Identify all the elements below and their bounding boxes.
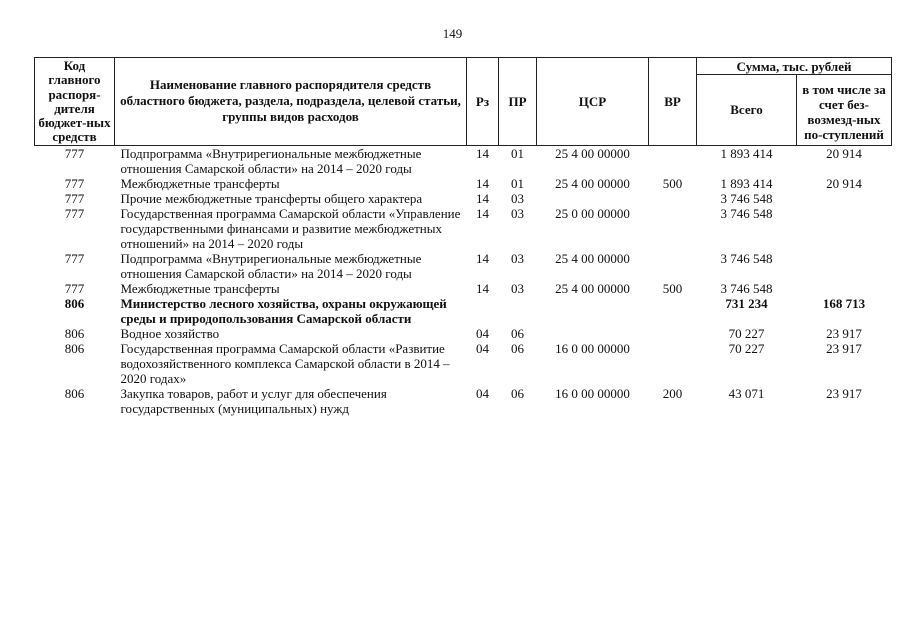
- cell-name: Государственная программа Самарской области «Развитие водохозяйственного комплекса Самарской области в 2014 – 2020 годах»: [120, 340, 450, 386]
- cell-csr: 25 0 00 00000: [555, 205, 630, 221]
- table-row: [35, 341, 892, 386]
- header-vr: ВР: [649, 58, 697, 146]
- cell-csr: 25 4 00 00000: [555, 280, 630, 296]
- table-row: [35, 386, 892, 416]
- table-row: [35, 206, 892, 251]
- page-number: 149: [442, 26, 463, 41]
- header-total: Всего: [697, 75, 797, 146]
- cell-rz: 14: [476, 205, 489, 221]
- cell-total: 3 746 548: [720, 280, 773, 296]
- cell-total: 3 746 548: [720, 190, 773, 206]
- cell-csr: 25 4 00 00000: [555, 250, 630, 266]
- cell-pr: [499, 296, 537, 326]
- header-code: Код главного распоря-дителя бюджет-ных средств: [35, 58, 115, 146]
- header-pr: ПР: [499, 58, 537, 146]
- cell-csr: 25 4 00 00000: [555, 175, 630, 191]
- table-body: [35, 145, 892, 416]
- cell-pr: 03: [511, 280, 524, 296]
- cell-vr: [649, 341, 697, 386]
- table-row: [35, 326, 892, 341]
- cell-csr: [537, 296, 649, 326]
- cell-name: Водное хозяйство: [120, 325, 220, 341]
- cell-vr: 500: [662, 175, 683, 191]
- cell-free: 23 917: [826, 385, 862, 401]
- budget-table: [34, 57, 892, 416]
- table-row: [35, 296, 892, 326]
- cell-free: [797, 251, 892, 281]
- header-csr: ЦСР: [537, 58, 649, 146]
- cell-vr: [649, 251, 697, 281]
- cell-rz: 14: [476, 250, 489, 266]
- cell-pr: 03: [511, 205, 524, 221]
- table-row: [35, 281, 892, 296]
- header-rz: Рз: [467, 58, 499, 146]
- cell-total: 70 227: [728, 340, 765, 356]
- cell-code: 777: [64, 280, 85, 296]
- table-row: [35, 191, 892, 206]
- cell-vr: [649, 145, 697, 176]
- header-free: в том числе за счет без-возмезд-ных по-ступлений: [797, 75, 892, 146]
- cell-csr: 25 4 00 00000: [555, 145, 630, 161]
- cell-pr: 01: [511, 175, 524, 191]
- cell-csr: 16 0 00 00000: [555, 340, 630, 356]
- cell-pr: 03: [511, 190, 524, 206]
- cell-pr: 01: [511, 145, 524, 161]
- cell-free: 168 713: [822, 295, 866, 311]
- cell-name: Министерство лесного хозяйства, охраны окружающей среды и природопользования Самарской области: [120, 295, 447, 326]
- cell-pr: 03: [511, 250, 524, 266]
- cell-name: Подпрограмма «Внутрирегиональные межбюджетные отношения Самарской области» на 2014 – 2020 годы: [120, 145, 422, 176]
- cell-rz: 04: [476, 325, 489, 341]
- table-header: [35, 58, 892, 146]
- cell-code: 777: [64, 250, 85, 266]
- cell-total: 1 893 414: [720, 175, 773, 191]
- cell-rz: 14: [476, 175, 489, 191]
- cell-total: 3 746 548: [720, 250, 773, 266]
- cell-total: 3 746 548: [720, 205, 773, 221]
- cell-total: 43 071: [728, 385, 765, 401]
- cell-name: Государственная программа Самарской области «Управление государственными финансами и развитие межбюджетных отношений» на 2014 – 2020 годы: [120, 205, 461, 251]
- cell-rz: 04: [476, 340, 489, 356]
- cell-code: 806: [64, 385, 85, 401]
- cell-csr: [537, 326, 649, 341]
- cell-total: 731 234: [725, 295, 768, 311]
- cell-total: 1 893 414: [720, 145, 773, 161]
- cell-rz: 14: [476, 145, 489, 161]
- cell-vr: [649, 206, 697, 251]
- cell-pr: 06: [511, 340, 524, 356]
- table-row: [35, 176, 892, 191]
- cell-name: Прочие межбюджетные трансферты общего характера: [120, 190, 423, 206]
- cell-free: 23 917: [826, 340, 862, 356]
- cell-name: Закупка товаров, работ и услуг для обеспечения государственных (муниципальных) нужд: [120, 385, 387, 416]
- cell-free: [797, 191, 892, 206]
- cell-rz: 04: [476, 385, 489, 401]
- cell-code: 777: [64, 175, 85, 191]
- header-sum-group: Сумма, тыс. рублей: [697, 58, 892, 75]
- cell-pr: 06: [511, 325, 524, 341]
- cell-code: 777: [64, 145, 85, 161]
- cell-vr: [649, 191, 697, 206]
- cell-vr: [649, 296, 697, 326]
- cell-total: 70 227: [728, 325, 765, 341]
- cell-code: 806: [64, 340, 85, 356]
- cell-code: 777: [64, 205, 85, 221]
- cell-rz: 14: [476, 190, 489, 206]
- cell-name: Межбюджетные трансферты: [120, 280, 280, 296]
- cell-pr: 06: [511, 385, 524, 401]
- cell-csr: [537, 191, 649, 206]
- cell-code: 777: [64, 190, 85, 206]
- cell-free: [797, 206, 892, 251]
- cell-vr: 500: [662, 280, 683, 296]
- table-row: [35, 145, 892, 176]
- cell-rz: [467, 296, 499, 326]
- cell-code: 806: [64, 325, 85, 341]
- cell-vr: [649, 326, 697, 341]
- cell-name: Межбюджетные трансферты: [120, 175, 280, 191]
- table-row: [35, 251, 892, 281]
- cell-csr: 16 0 00 00000: [555, 385, 630, 401]
- cell-free: 20 914: [826, 175, 862, 191]
- cell-vr: 200: [662, 385, 683, 401]
- cell-free: 20 914: [826, 145, 862, 161]
- cell-free: [797, 281, 892, 296]
- cell-free: 23 917: [826, 325, 862, 341]
- header-name: Наименование главного распорядителя средств областного бюджета, раздела, подраздела, целевой статьи, группы видов расходов: [115, 58, 467, 146]
- cell-rz: 14: [476, 280, 489, 296]
- cell-code: 806: [64, 295, 85, 311]
- cell-name: Подпрограмма «Внутрирегиональные межбюджетные отношения Самарской области» на 2014 – 2020 годы: [120, 250, 422, 281]
